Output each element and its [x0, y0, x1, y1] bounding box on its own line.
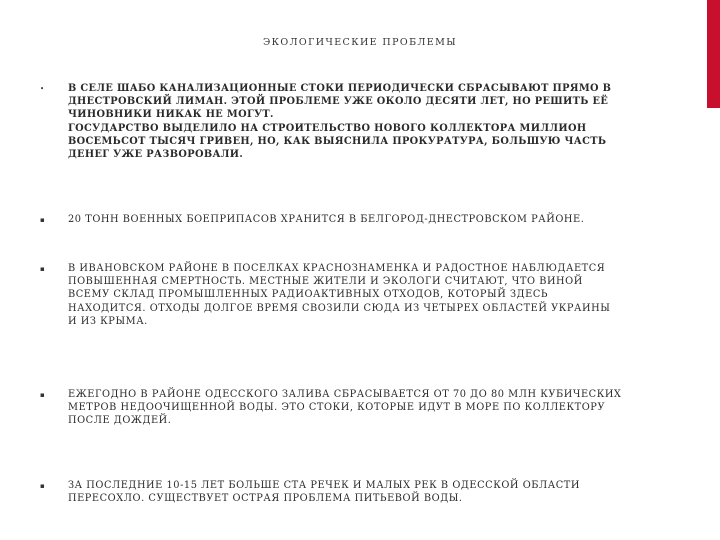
bullet-square: ▪: [40, 265, 45, 273]
bullet-dot: •: [40, 85, 45, 93]
text-line: ПЕРЕСОХЛО. СУЩЕСТВУЕТ ОСТРАЯ ПРОБЛЕМА ПИТЬЕВОЙ ВОДЫ.: [68, 493, 463, 505]
page-title: ЭКОЛОГИЧЕСКИЕ ПРОБЛЕМЫ: [262, 37, 458, 48]
text-line: ПОСЛЕ ДОЖДЕЙ.: [68, 415, 172, 427]
text-line: В ИВАНОВСКОМ РАЙОНЕ В ПОСЕЛКАХ КРАСНОЗНАМЕНКА И РАДОСТНОЕ НАБЛЮДАЕТСЯ: [68, 263, 606, 274]
list-item-text: [68, 479, 695, 505]
list-item: [40, 213, 695, 227]
list-item: [40, 479, 695, 505]
text-line: НАХОДИТСЯ. ОТХОДЫ ДОЛГОЕ ВРЕМЯ СВОЗИЛИ СЮДА ИЗ ЧЕТЫРЕХ ОБЛАСТЕЙ УКРАИНЫ: [68, 302, 611, 314]
text-line: ВСЕМУ СКЛАД ПРОМЫШЛЕННЫХ РАДИОАКТИВНЫХ ОТХОДОВ, КОТОРЫЙ ЗДЕСЬ: [68, 289, 549, 301]
text-line: 20 ТОНН ВОЕННЫХ БОЕПРИПАСОВ ХРАНИТСЯ В БЕЛГОРОД-ДНЕСТРОВСКОМ РАЙОНЕ.: [68, 214, 585, 225]
text-line: МЕТРОВ НЕДООЧИЩЕННОЙ ВОДЫ. ЭТО СТОКИ, КОТОРЫЕ ИДУТ В МОРЕ ПО КОЛЛЕКТОРУ: [68, 402, 606, 414]
text-line: ДНЕСТРОВСКИЙ ЛИМАН. ЭТОЙ ПРОБЛЕМЕ УЖЕ ОКОЛО ДЕСЯТИ ЛЕТ, НО РЕШИТЬ ЕЁ: [68, 96, 609, 108]
text-line: ДЕНЕГ УЖЕ РАЗВОРОВАЛИ.: [68, 149, 244, 161]
bullet-square: ▪: [40, 482, 45, 490]
text-line: ПОВЫШЕННАЯ СМЕРТНОСТЬ. МЕСТНЫЕ ЖИТЕЛИ И ЭКОЛОГИ СЧИТАЮТ, ЧТО ВИНОЙ: [68, 276, 583, 288]
list-item: [40, 82, 695, 161]
text-line: ГОСУДАРСТВО ВЫДЕЛИЛО НА СТРОИТЕЛЬСТВО НОВОГО КОЛЛЕКТОРА МИЛЛИОН: [68, 122, 587, 134]
list-item-text: [68, 388, 695, 428]
text-line: ЗА ПОСЛЕДНИЕ 10-15 ЛЕТ БОЛЬШЕ СТА РЕЧЕК И МАЛЫХ РЕК В ОДЕССКОЙ ОБЛАСТИ: [68, 480, 580, 491]
accent-bar: [707, 0, 720, 108]
list-item-text: [68, 213, 695, 227]
list-item-text: [68, 82, 695, 161]
bullet-square: ▪: [40, 216, 45, 224]
bullet-square: ▪: [40, 391, 45, 399]
list-item-text: [68, 262, 695, 328]
text-line: ЕЖЕГОДНО В РАЙОНЕ ОДЕССКОГО ЗАЛИВА СБРАСЫВАЕТСЯ ОТ 70 ДО 80 МЛН КУБИЧЕСКИХ: [68, 389, 622, 400]
list-item: [40, 388, 695, 428]
text-line: ЧИНОВНИКИ НИКАК НЕ МОГУТ.: [68, 109, 274, 121]
text-line: И ИЗ КРЫМА.: [68, 315, 148, 327]
text-line: В СЕЛЕ ШАБО КАНАЛИЗАЦИОННЫЕ СТОКИ ПЕРИОДИЧЕСКИ СБРАСЫВАЮТ ПРЯМО В: [68, 83, 612, 94]
list-item: [40, 262, 695, 328]
text-line: ВОСЕМЬСОТ ТЫСЯЧ ГРИВЕН, НО, КАК ВЫЯСНИЛА ПРОКУРАТУРА, БОЛЬШУЮ ЧАСТЬ: [68, 135, 607, 147]
